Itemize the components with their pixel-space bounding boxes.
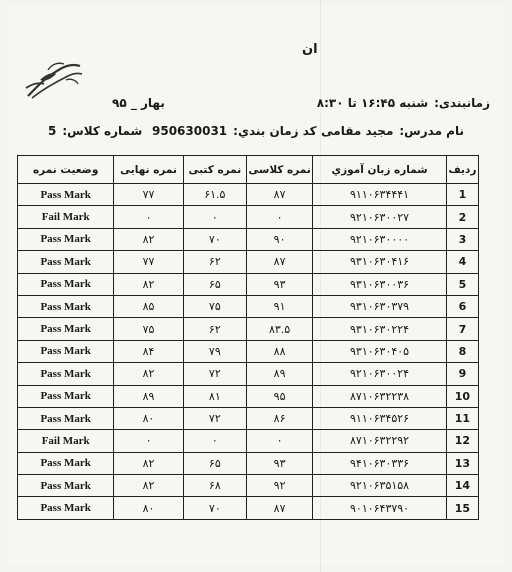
class-grade-cell: ۰ xyxy=(246,206,312,228)
col-header-final-grade: نمره نهایی xyxy=(114,156,183,184)
table-row xyxy=(18,340,479,362)
row-number-cell: 6 xyxy=(446,295,478,317)
row-number-cell: 1 xyxy=(446,184,478,206)
table-row xyxy=(18,228,479,250)
student-id-cell: ۹۰۱۰۶۴۳۷۹۰ xyxy=(313,497,447,519)
status-cell: Pass Mark xyxy=(18,452,114,474)
final-grade-cell: ۸۲ xyxy=(114,475,183,497)
col-header-row-number: رديف xyxy=(446,156,478,184)
status-cell: Pass Mark xyxy=(18,475,114,497)
student-id-cell: ۹۴۱۰۶۳۰۳۳۶ xyxy=(313,452,447,474)
status-cell: Pass Mark xyxy=(18,318,114,340)
row-number-cell: 13 xyxy=(446,452,478,474)
student-id-cell: ۹۳۱۰۶۳۰۴۱۶ xyxy=(313,251,447,273)
class-grade-cell: ۸۷ xyxy=(246,497,312,519)
student-id-cell: ۸۷۱۰۶۳۲۲۹۲ xyxy=(313,430,447,452)
table-row xyxy=(18,184,479,206)
student-id-cell: ۸۷۱۰۶۳۲۲۳۸ xyxy=(313,385,447,407)
final-grade-cell: ۰ xyxy=(114,430,183,452)
student-id-cell: ۹۲۱۰۶۳۰۰۲۴ xyxy=(313,363,447,385)
class-grade-cell: ۹۳ xyxy=(246,452,312,474)
class-grade-cell: ۹۵ xyxy=(246,385,312,407)
final-grade-cell: ۸۰ xyxy=(114,407,183,429)
class-grade-cell: ۸۷ xyxy=(246,251,312,273)
table-row xyxy=(18,206,479,228)
status-cell: Pass Mark xyxy=(18,385,114,407)
final-grade-cell: ۷۷ xyxy=(114,184,183,206)
written-grade-cell: ۷۲ xyxy=(183,407,246,429)
row-number-cell: 9 xyxy=(446,363,478,385)
class-grade-cell: ۹۲ xyxy=(246,475,312,497)
grades-table xyxy=(17,155,479,520)
status-cell: Pass Mark xyxy=(18,273,114,295)
table-row xyxy=(18,318,479,340)
status-cell: Fail Mark xyxy=(18,206,114,228)
final-grade-cell: ۸۵ xyxy=(114,295,183,317)
row-number-cell: 12 xyxy=(446,430,478,452)
class-grade-cell: ۸۹ xyxy=(246,363,312,385)
row-number-cell: 3 xyxy=(446,228,478,250)
row-number-cell: 8 xyxy=(446,340,478,362)
written-grade-cell: ۷۵ xyxy=(183,295,246,317)
row-number-cell: 10 xyxy=(446,385,478,407)
table-row xyxy=(18,251,479,273)
row-number-cell: 15 xyxy=(446,497,478,519)
final-grade-cell: ۸۹ xyxy=(114,385,183,407)
written-grade-cell: ۷۹ xyxy=(183,340,246,362)
table-row xyxy=(18,430,479,452)
written-grade-cell: ۶۱.۵ xyxy=(183,184,246,206)
class-number-line xyxy=(48,124,142,138)
final-grade-cell: ۸۲ xyxy=(114,273,183,295)
col-header-status: وضعیت نمره xyxy=(18,156,114,184)
schedule-code-line xyxy=(152,124,317,138)
written-grade-cell: ۶۲ xyxy=(183,251,246,273)
teacher-name: مجید مقامی xyxy=(321,124,394,138)
row-number-cell: 14 xyxy=(446,475,478,497)
written-grade-cell: ۰ xyxy=(183,430,246,452)
final-grade-cell: ۸۲ xyxy=(114,363,183,385)
table-row xyxy=(18,363,479,385)
status-cell: Pass Mark xyxy=(18,363,114,385)
class-grade-cell: ۸۶ xyxy=(246,407,312,429)
class-grade-cell: ۹۳ xyxy=(246,273,312,295)
status-cell: Pass Mark xyxy=(18,295,114,317)
written-grade-cell: ۶۸ xyxy=(183,475,246,497)
final-grade-cell: ۷۵ xyxy=(114,318,183,340)
row-number-cell: 11 xyxy=(446,407,478,429)
student-id-cell: ۹۳۱۰۶۳۰۰۳۶ xyxy=(313,273,447,295)
student-id-cell: ۹۱۱۰۶۳۴۴۴۱ xyxy=(313,184,447,206)
col-header-written-grade: نمره کتبی xyxy=(183,156,246,184)
class-grade-cell: ۸۸ xyxy=(246,340,312,362)
student-id-cell: ۹۲۱۰۶۳۵۱۵۸ xyxy=(313,475,447,497)
row-number-cell: 4 xyxy=(446,251,478,273)
schedule-code-label: کد زمان بندي: xyxy=(233,124,317,138)
student-id-cell: ۹۳۱۰۶۳۰۴۰۵ xyxy=(313,340,447,362)
student-id-cell: ۹۱۱۰۶۳۴۵۲۶ xyxy=(313,407,447,429)
class-grade-cell: ۹۱ xyxy=(246,295,312,317)
class-grade-cell: ۹۰ xyxy=(246,228,312,250)
schedule-value: شنبه ۱۶:۴۵ تا ۸:۳۰ xyxy=(316,96,429,110)
col-header-class-grade: نمره کلاسی xyxy=(246,156,312,184)
institute-logo xyxy=(22,58,86,102)
status-cell: Pass Mark xyxy=(18,228,114,250)
status-cell: Pass Mark xyxy=(18,184,114,206)
table-header-row xyxy=(18,156,479,184)
written-grade-cell: ۷۰ xyxy=(183,228,246,250)
student-id-cell: ۹۳۱۰۶۳۰۳۷۹ xyxy=(313,295,447,317)
row-number-cell: 5 xyxy=(446,273,478,295)
status-cell: Pass Mark xyxy=(18,251,114,273)
final-grade-cell: ۸۲ xyxy=(114,452,183,474)
col-header-student-id: شماره زبان آموزي xyxy=(313,156,447,184)
class-grade-cell: ۸۷ xyxy=(246,184,312,206)
table-row xyxy=(18,452,479,474)
class-grade-cell: ۸۳.۵ xyxy=(246,318,312,340)
table-row xyxy=(18,385,479,407)
table-row xyxy=(18,407,479,429)
table-row xyxy=(18,273,479,295)
class-grade-cell: ۰ xyxy=(246,430,312,452)
table-row xyxy=(18,475,479,497)
teacher-line xyxy=(321,124,464,138)
written-grade-cell: ۶۲ xyxy=(183,318,246,340)
table-row xyxy=(18,295,479,317)
written-grade-cell: ۷۰ xyxy=(183,497,246,519)
class-number-label: شماره کلاس: xyxy=(62,124,143,138)
class-number-value: 5 xyxy=(48,124,57,138)
written-grade-cell: ۶۵ xyxy=(183,452,246,474)
status-cell: Pass Mark xyxy=(18,497,114,519)
final-grade-cell: ۷۷ xyxy=(114,251,183,273)
student-id-cell: ۹۲۱۰۶۳۰۰۲۷ xyxy=(313,206,447,228)
written-grade-cell: ۷۲ xyxy=(183,363,246,385)
status-cell: Pass Mark xyxy=(18,340,114,362)
written-grade-cell: ۶۵ xyxy=(183,273,246,295)
schedule-label: زمانبندی: xyxy=(434,96,490,110)
written-grade-cell: ۰ xyxy=(183,206,246,228)
final-grade-cell: ۸۴ xyxy=(114,340,183,362)
schedule-line xyxy=(317,96,490,110)
row-number-cell: 7 xyxy=(446,318,478,340)
student-id-cell: ۹۳۱۰۶۳۰۲۲۴ xyxy=(313,318,447,340)
schedule-code-value: 950630031 xyxy=(152,124,228,138)
final-grade-cell: ۰ xyxy=(114,206,183,228)
final-grade-cell: ۸۰ xyxy=(114,497,183,519)
term-label: بهار _ ۹۵ xyxy=(112,96,165,110)
student-id-cell: ۹۲۱۰۶۳۰۰۰۰ xyxy=(313,228,447,250)
status-cell: Pass Mark xyxy=(18,407,114,429)
header-letter: ان xyxy=(302,42,318,57)
table-row xyxy=(18,497,479,519)
final-grade-cell: ۸۲ xyxy=(114,228,183,250)
row-number-cell: 2 xyxy=(446,206,478,228)
teacher-label: نام مدرس: xyxy=(399,124,464,138)
written-grade-cell: ۸۱ xyxy=(183,385,246,407)
status-cell: Fail Mark xyxy=(18,430,114,452)
